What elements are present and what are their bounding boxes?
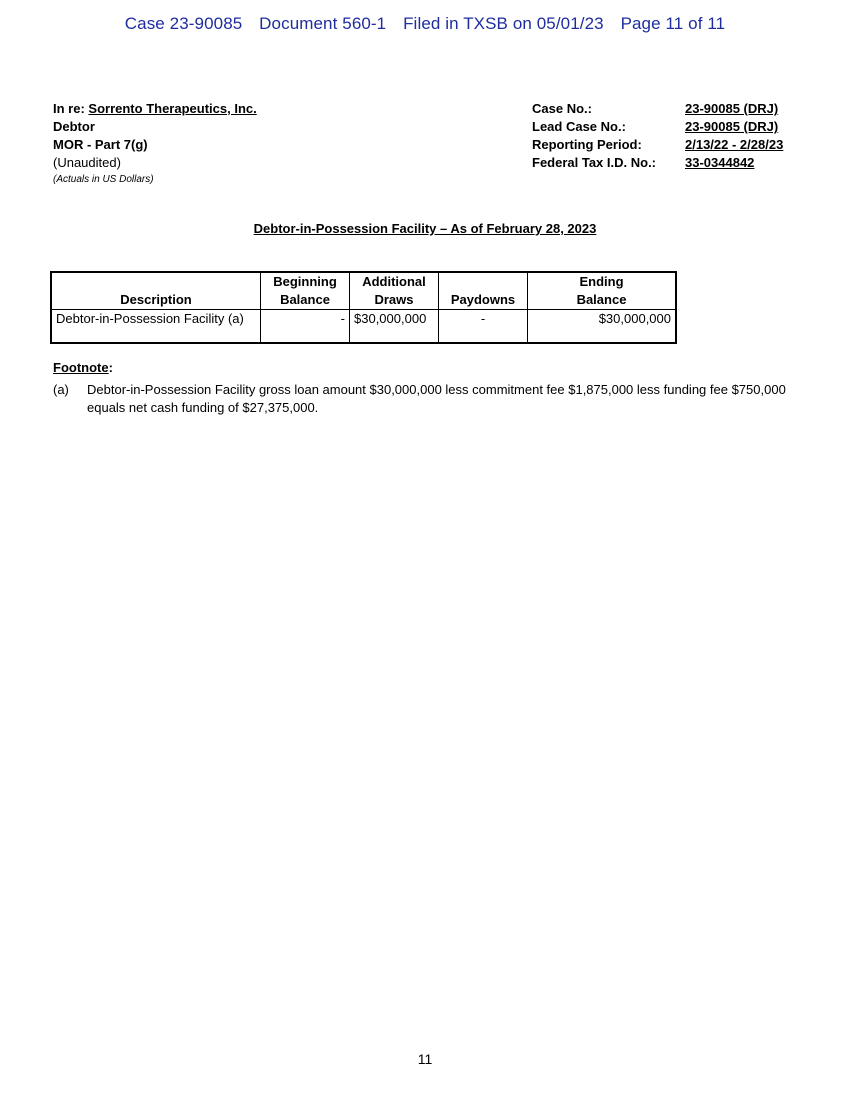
cell-description: Debtor-in-Possession Facility (a) [51,310,261,344]
stamp-case: Case 23-90085 [124,14,243,33]
case-no-row [532,100,783,118]
stamp-document: Document 560-1 [259,14,387,33]
stamp-page: Page 11 of 11 [620,14,726,33]
footnote-heading-text: Footnote [53,360,109,375]
mor-label: MOR - Part 7(g) [53,137,148,152]
footnote-colon: : [108,360,113,375]
lead-case-value: 23-90085 (DRJ) [685,119,779,134]
filing-stamp [0,14,850,34]
header-paydowns: Paydowns [439,272,528,310]
header-beginning-balance: Beginning Balance [261,272,350,310]
case-no-value: 23-90085 (DRJ) [685,101,779,116]
table-header-row [51,272,676,310]
footnote-text: Debtor-in-Possession Facility gross loan amount $30,000,000 less commitment fee $1,875,000 less funding fee $750,000 equals net cash funding of $27,375,000. [87,382,786,415]
section-title: Debtor-in-Possession Facility – As of February 28, 2023 [253,221,597,236]
header-right [532,100,783,172]
footnote-heading [53,360,113,375]
header-additional-draws: Additional Draws [350,272,439,310]
header-left [53,100,257,188]
stamp-filed: Filed in TXSB on 05/01/23 [403,14,604,33]
period-row [532,136,783,154]
tax-id-label: Federal Tax I.D. No.: [532,155,657,170]
company-name: Sorrento Therapeutics, Inc. [88,101,257,116]
actuals-note: (Actuals in US Dollars) [53,174,154,185]
cell-additional-draws: $30,000,000 [350,310,439,344]
in-re-line [53,100,257,118]
period-value: 2/13/22 - 2/28/23 [685,137,784,152]
cell-paydowns: - [439,310,528,344]
case-no-label: Case No.: [532,101,592,116]
table-row [51,310,676,344]
period-label: Reporting Period: [532,137,642,152]
footnote-mark: (a) [53,382,69,397]
cell-beginning-balance: - [261,310,350,344]
footnote-a [53,381,793,417]
cell-ending-balance: $30,000,000 [528,310,677,344]
tax-id-row [532,154,783,172]
dip-facility-table [50,271,677,344]
unaudited-label: (Unaudited) [53,155,121,170]
page-number: 11 [417,1051,433,1067]
in-re-label: In re: [53,101,89,116]
header-ending-balance: Ending Balance [528,272,677,310]
tax-id-value: 33-0344842 [685,155,755,170]
lead-case-label: Lead Case No.: [532,119,626,134]
header-description: Description [51,272,261,310]
debtor-label: Debtor [53,119,95,134]
lead-case-row [532,118,783,136]
